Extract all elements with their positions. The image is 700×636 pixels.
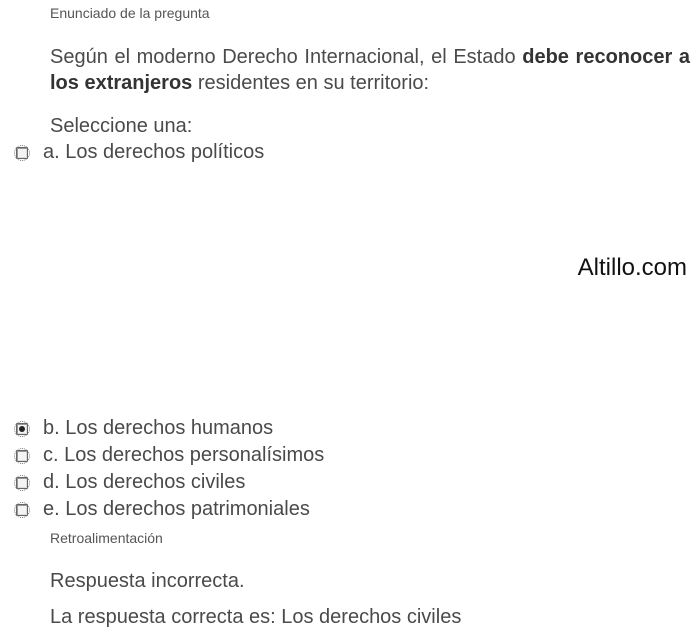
radio-option-a[interactable] bbox=[16, 147, 28, 159]
option-d-label[interactable]: d. Los derechos civiles bbox=[43, 471, 246, 493]
option-a-label[interactable]: a. Los derechos políticos bbox=[43, 141, 265, 163]
option-c-label[interactable]: c. Los derechos personalísimos bbox=[43, 444, 325, 466]
feedback-correct-answer: La respuesta correcta es: Los derechos civiles bbox=[50, 606, 462, 628]
radio-option-d[interactable] bbox=[16, 477, 28, 489]
radio-option-c[interactable] bbox=[16, 450, 28, 462]
select-prompt: Seleccione una: bbox=[50, 115, 193, 137]
radio-option-e[interactable] bbox=[16, 504, 28, 516]
question-text bbox=[50, 44, 690, 96]
question-header: Enunciado de la pregunta bbox=[50, 5, 210, 21]
question-text-part2: residentes en su territorio: bbox=[192, 72, 430, 94]
question-text-part1: Según el moderno Derecho Internacional, el Estado bbox=[50, 46, 523, 68]
feedback-header: Retroalimentación bbox=[50, 530, 163, 546]
option-b-label[interactable]: b. Los derechos humanos bbox=[43, 417, 274, 439]
question-text-bold: debe reconocer a los extranjeros bbox=[50, 46, 690, 94]
radio-option-b[interactable] bbox=[16, 423, 28, 435]
watermark: Altillo.com bbox=[577, 254, 687, 281]
option-e-label[interactable]: e. Los derechos patrimoniales bbox=[43, 498, 310, 520]
feedback-result: Respuesta incorrecta. bbox=[50, 570, 245, 592]
